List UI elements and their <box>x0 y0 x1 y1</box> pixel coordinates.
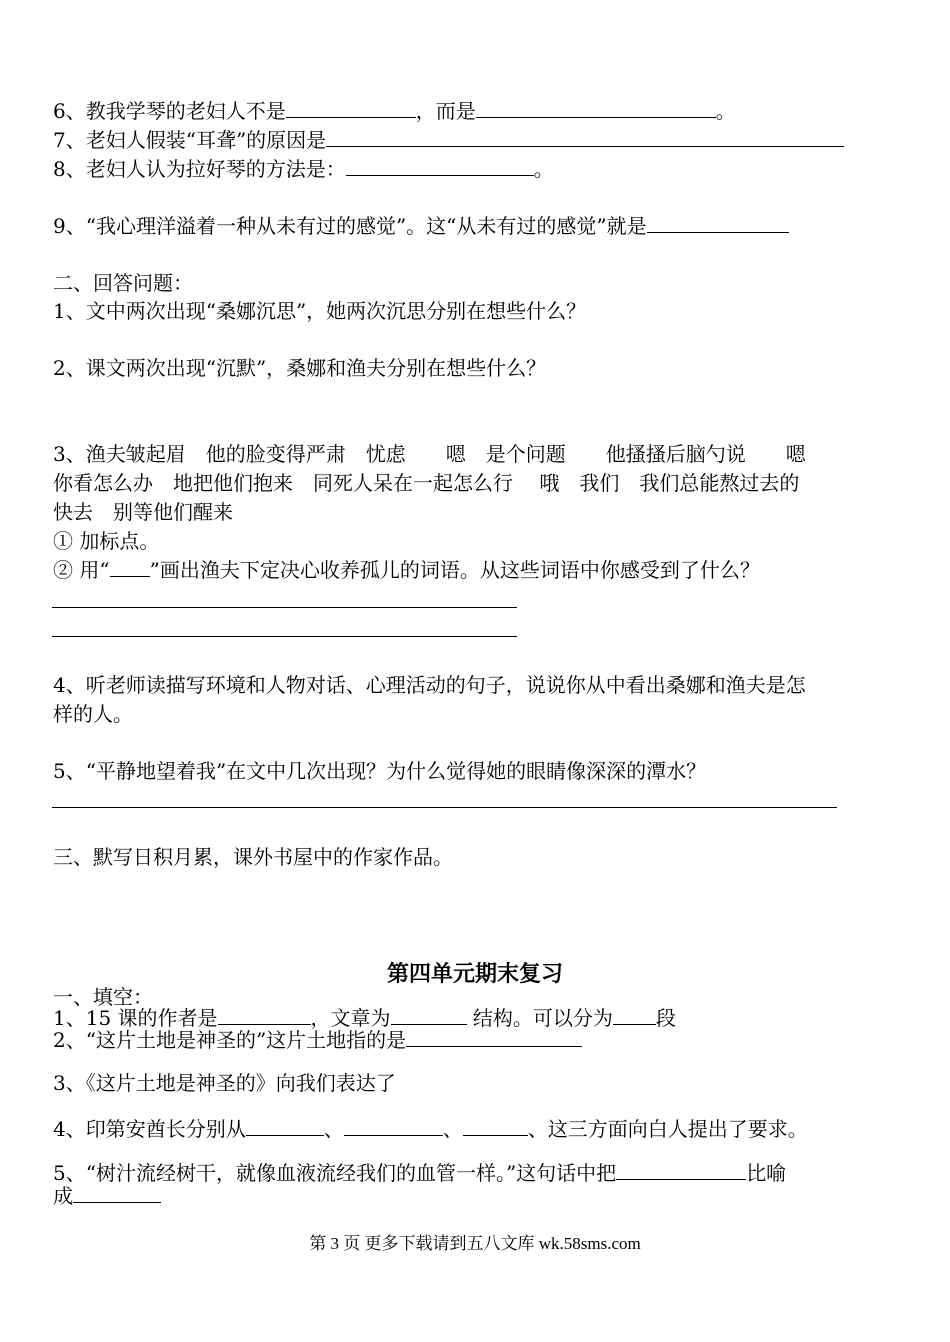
answer-blank[interactable] <box>326 127 844 147</box>
section-heading-3: 三、默写日积月累，课外书屋中的作家作品。 <box>53 845 453 869</box>
answer-blank[interactable] <box>246 1116 324 1136</box>
unit4-heading: 一、填空： <box>53 985 153 1009</box>
answer-blank[interactable] <box>346 156 534 176</box>
answer-blank[interactable] <box>344 1116 443 1136</box>
question-9: 9、“我心理洋溢着一种从未有过的感觉”。这“从未有过的感觉”就是 <box>53 213 789 238</box>
answer-blank[interactable] <box>73 1183 161 1203</box>
question-2-2: 2、课文两次出现“沉默”，桑娜和渔夫分别在想些什么？ <box>53 356 547 380</box>
question-2-3-sub1: ① 加标点。 <box>53 529 160 553</box>
answer-blank[interactable] <box>391 1005 467 1025</box>
question-2-4-line2: 样的人。 <box>53 702 133 726</box>
question-2-3-sub2: ② 用“ ”画出渔夫下定决心收养孤儿的词语。从这些词语中你感受到了什么？ <box>53 558 760 582</box>
question-2-3-line2: 你看怎么办 地把他们抱来 同死人呆在一起怎么行 哦 我们 我们总能熬过去的 <box>53 471 800 495</box>
answer-blank[interactable] <box>476 98 716 118</box>
question-2-4-line1: 4、听老师读描写环境和人物对话、心理活动的句子，说说你从中看出桑娜和渔夫是怎 <box>53 673 806 697</box>
question-2-3-line3: 快去 别等他们醒来 <box>53 500 233 524</box>
answer-blank[interactable] <box>406 1027 582 1047</box>
answer-blank[interactable] <box>218 1005 311 1025</box>
unit4-question-1: 1、15 课的作者是 ，文章为 结构。可以分为 段 <box>53 1006 676 1030</box>
question-2-3-line1: 3、渔夫皱起眉 他的脸变得严肃 忧虑 嗯 是个问题 他搔搔后脑勺说 嗯 <box>53 442 806 466</box>
answer-blank[interactable] <box>463 1116 528 1136</box>
question-7: 7、老妇人假装“耳聋”的原因是 <box>53 127 844 152</box>
unit4-question-4: 4、印第安酋长分别从 、 、 、这三方面向白人提出了要求。 <box>53 1117 808 1141</box>
answer-line[interactable] <box>52 807 837 808</box>
page-footer: 第 3 页 更多下载请到五八文库 wk.58sms.com <box>309 1234 641 1253</box>
answer-blank[interactable] <box>613 1005 656 1025</box>
unit4-question-5-line2: 成 <box>53 1183 161 1208</box>
answer-blank[interactable] <box>616 1160 746 1180</box>
answer-line[interactable] <box>52 636 517 637</box>
answer-line[interactable] <box>52 607 517 608</box>
question-2-1: 1、文中两次出现“桑娜沉思”，她两次沉思分别在想些什么？ <box>53 299 587 323</box>
underline-sample <box>110 557 150 577</box>
question-6: 6、教我学琴的老妇人不是 ，而是 。 <box>53 99 736 123</box>
unit4-question-2: 2、“这片土地是神圣的”这片土地指的是 <box>53 1027 582 1052</box>
question-8: 8、老妇人认为拉好琴的方法是： 。 <box>53 157 554 181</box>
question-2-5: 5、“平静地望着我”在文中几次出现？为什么觉得她的眼睛像深深的潭水？ <box>53 759 707 783</box>
answer-blank[interactable] <box>647 213 789 233</box>
unit4-question-5-line1: 5、“树汁流经树干，就像血液流经我们的血管一样。”这句话中把 比喻 <box>53 1161 787 1185</box>
section-heading-2: 二、回答问题： <box>53 271 193 295</box>
unit4-question-3: 3、《这片土地是神圣的》向我们表达了 <box>53 1071 396 1095</box>
unit-title: 第四单元期末复习 <box>386 961 563 987</box>
answer-blank[interactable] <box>286 98 416 118</box>
